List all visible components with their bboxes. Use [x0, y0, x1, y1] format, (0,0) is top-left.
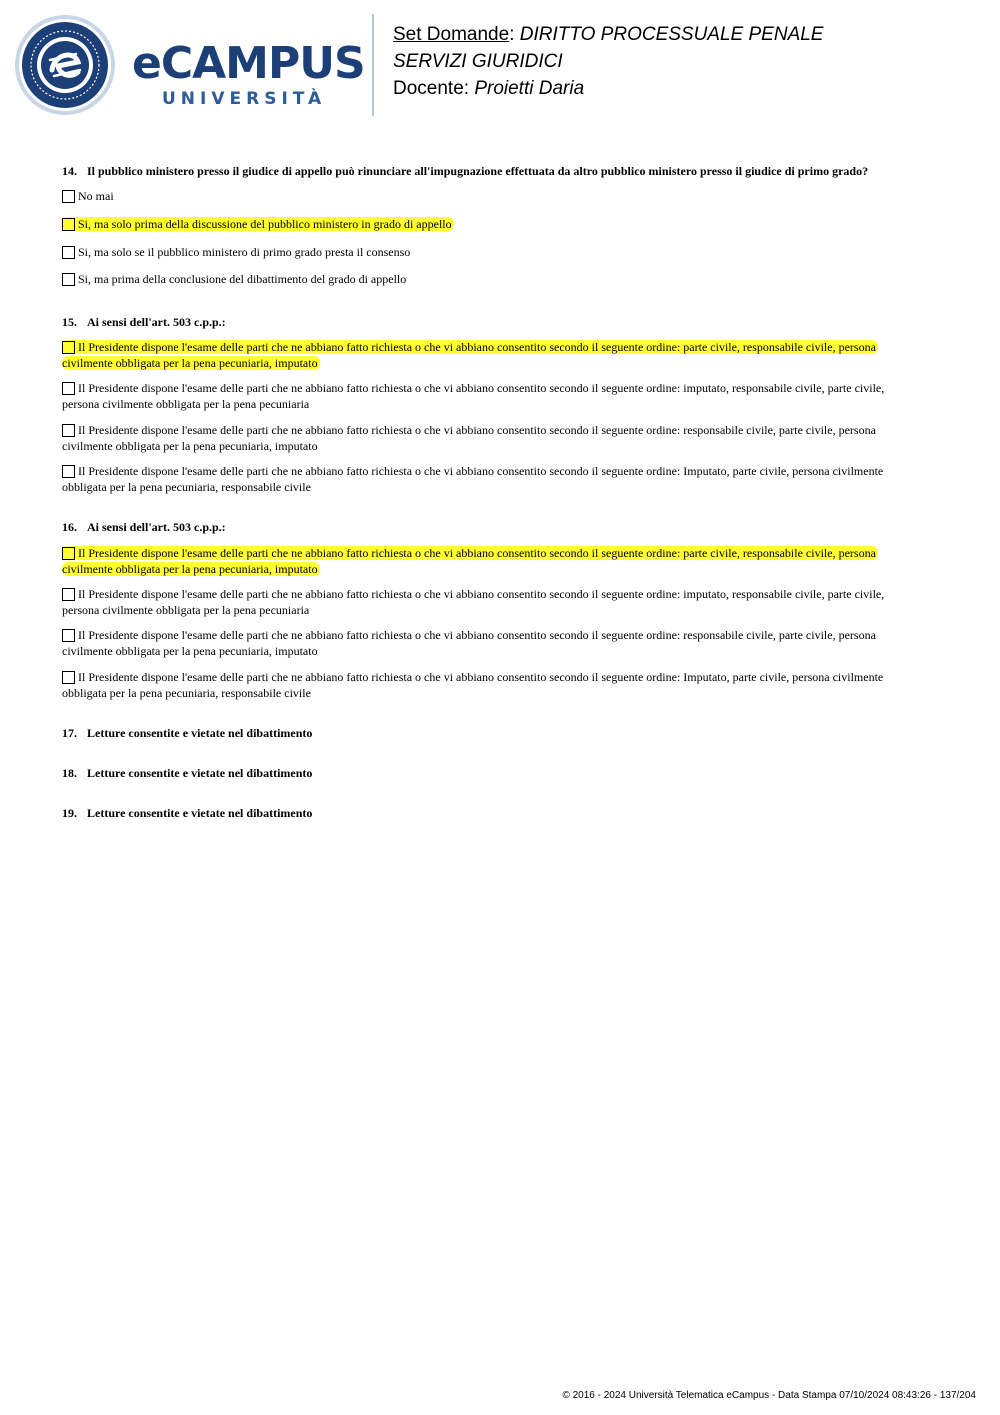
answer-checkbox[interactable] [62, 218, 75, 231]
set-label: Set Domande [393, 24, 510, 45]
answer-option[interactable] [62, 464, 922, 495]
question-heading [62, 766, 922, 781]
university-seal-icon [14, 14, 116, 116]
answer-text: Il Presidente dispone l'esame delle parti che ne abbiano fatto richiesta o che vi abbiano consentito secondo il seguente ordine: imputato, responsabile civile, parte civile, persona civilmente obbligata per la pena pecuniaria [62, 587, 885, 617]
question-heading [62, 726, 922, 741]
answer-text: Si, ma solo prima della discussione del pubblico ministero in grado di appello [78, 217, 452, 231]
question-heading [62, 315, 922, 330]
page-footer: © 2016 - 2024 Università Telematica eCampus - Data Stampa 07/10/2024 08:43:26 - 137/204 [562, 1390, 976, 1401]
answer-checkbox[interactable] [62, 671, 75, 684]
question-text: Letture consentite e vietate nel dibattimento [87, 766, 313, 780]
question-number: 14. [62, 164, 77, 178]
answer-checkbox[interactable] [62, 341, 75, 354]
set-value: DIRITTO PROCESSUALE PENALE [519, 24, 824, 45]
answer-text: Il Presidente dispone l'esame delle parti che ne abbiano fatto richiesta o che vi abbiano consentito secondo il seguente ordine: parte civile, responsabile civile, persona civilmente obbligata per la pena pecuniaria, imputato [62, 546, 876, 576]
answer-option-correct[interactable] [62, 217, 922, 233]
answer-option[interactable] [62, 670, 922, 701]
answer-checkbox[interactable] [62, 465, 75, 478]
course-name: SERVIZI GIURIDICI [393, 51, 563, 72]
answer-checkbox[interactable] [62, 629, 75, 642]
answer-checkbox[interactable] [62, 588, 75, 601]
answer-text: No mai [78, 189, 114, 203]
answer-checkbox[interactable] [62, 382, 75, 395]
brand-logo [132, 38, 365, 109]
answer-text: Il Presidente dispone l'esame delle parti che ne abbiano fatto richiesta o che vi abbiano consentito secondo il seguente ordine: responsabile civile, parte civile, persona civilmente obbligata per la pena pecuniaria, imputato [62, 628, 876, 658]
answer-option-correct[interactable] [62, 340, 922, 371]
brand-name: eCAMPUS [132, 38, 365, 89]
question-number: 17. [62, 726, 77, 740]
brand-subtitle: UNIVERSITÀ [162, 89, 327, 109]
answer-checkbox[interactable] [62, 190, 75, 203]
answer-checkbox[interactable] [62, 273, 75, 286]
teacher-value: Proietti Daria [474, 78, 585, 99]
answer-option[interactable] [62, 381, 922, 412]
answer-text: Il Presidente dispone l'esame delle parti che ne abbiano fatto richiesta o che vi abbiano consentito secondo il seguente ordine: Imputato, parte civile, persona civilmente obbligata per la pena pecuniaria, responsabile civile [62, 464, 884, 494]
answer-option[interactable] [62, 628, 922, 659]
question-heading [62, 520, 922, 535]
answer-option[interactable] [62, 587, 922, 618]
answer-text: Il Presidente dispone l'esame delle parti che ne abbiano fatto richiesta o che vi abbiano consentito secondo il seguente ordine: imputato, responsabile civile, parte civile, persona civilmente obbligata per la pena pecuniaria [62, 381, 885, 411]
document-info [393, 21, 823, 102]
question-text: Letture consentite e vietate nel dibattimento [87, 726, 313, 740]
question-number: 18. [62, 766, 77, 780]
set-line: Set Domande: DIRITTO PROCESSUALE PENALE [393, 24, 824, 45]
question-text: Letture consentite e vietate nel dibattimento [87, 806, 313, 820]
header-divider [372, 14, 374, 116]
teacher-line [393, 75, 823, 102]
answer-option[interactable] [62, 272, 922, 288]
answer-option[interactable] [62, 189, 922, 205]
question-text: Ai sensi dell'art. 503 c.p.p.: [87, 520, 226, 534]
page-header [0, 0, 1000, 130]
question-heading [62, 806, 922, 821]
question-number: 15. [62, 315, 77, 329]
question-text: Il pubblico ministero presso il giudice di appello può rinunciare all'impugnazione effettuata da altro pubblico ministero presso il giudice di primo grado? [87, 164, 869, 178]
answer-option[interactable] [62, 423, 922, 454]
question-number: 16. [62, 520, 77, 534]
answer-option-correct[interactable] [62, 546, 922, 577]
teacher-label: Docente: [393, 78, 470, 99]
answer-text: Il Presidente dispone l'esame delle parti che ne abbiano fatto richiesta o che vi abbiano consentito secondo il seguente ordine: Imputato, parte civile, persona civilmente obbligata per la pena pecuniaria, responsabile civile [62, 670, 884, 700]
answer-text: Si, ma prima della conclusione del dibattimento del grado di appello [78, 272, 407, 286]
answer-checkbox[interactable] [62, 547, 75, 560]
answer-text: Si, ma solo se il pubblico ministero di primo grado presta il consenso [78, 245, 411, 259]
question-heading [62, 164, 922, 179]
question-number: 19. [62, 806, 77, 820]
answer-checkbox[interactable] [62, 246, 75, 259]
answer-text: Il Presidente dispone l'esame delle parti che ne abbiano fatto richiesta o che vi abbiano consentito secondo il seguente ordine: parte civile, responsabile civile, persona civilmente obbligata per la pena pecuniaria, imputato [62, 340, 876, 370]
answer-option[interactable] [62, 245, 922, 261]
answer-checkbox[interactable] [62, 424, 75, 437]
answer-text: Il Presidente dispone l'esame delle parti che ne abbiano fatto richiesta o che vi abbiano consentito secondo il seguente ordine: responsabile civile, parte civile, persona civilmente obbligata per la pena pecuniaria, imputato [62, 423, 876, 453]
question-text: Ai sensi dell'art. 503 c.p.p.: [87, 315, 226, 329]
